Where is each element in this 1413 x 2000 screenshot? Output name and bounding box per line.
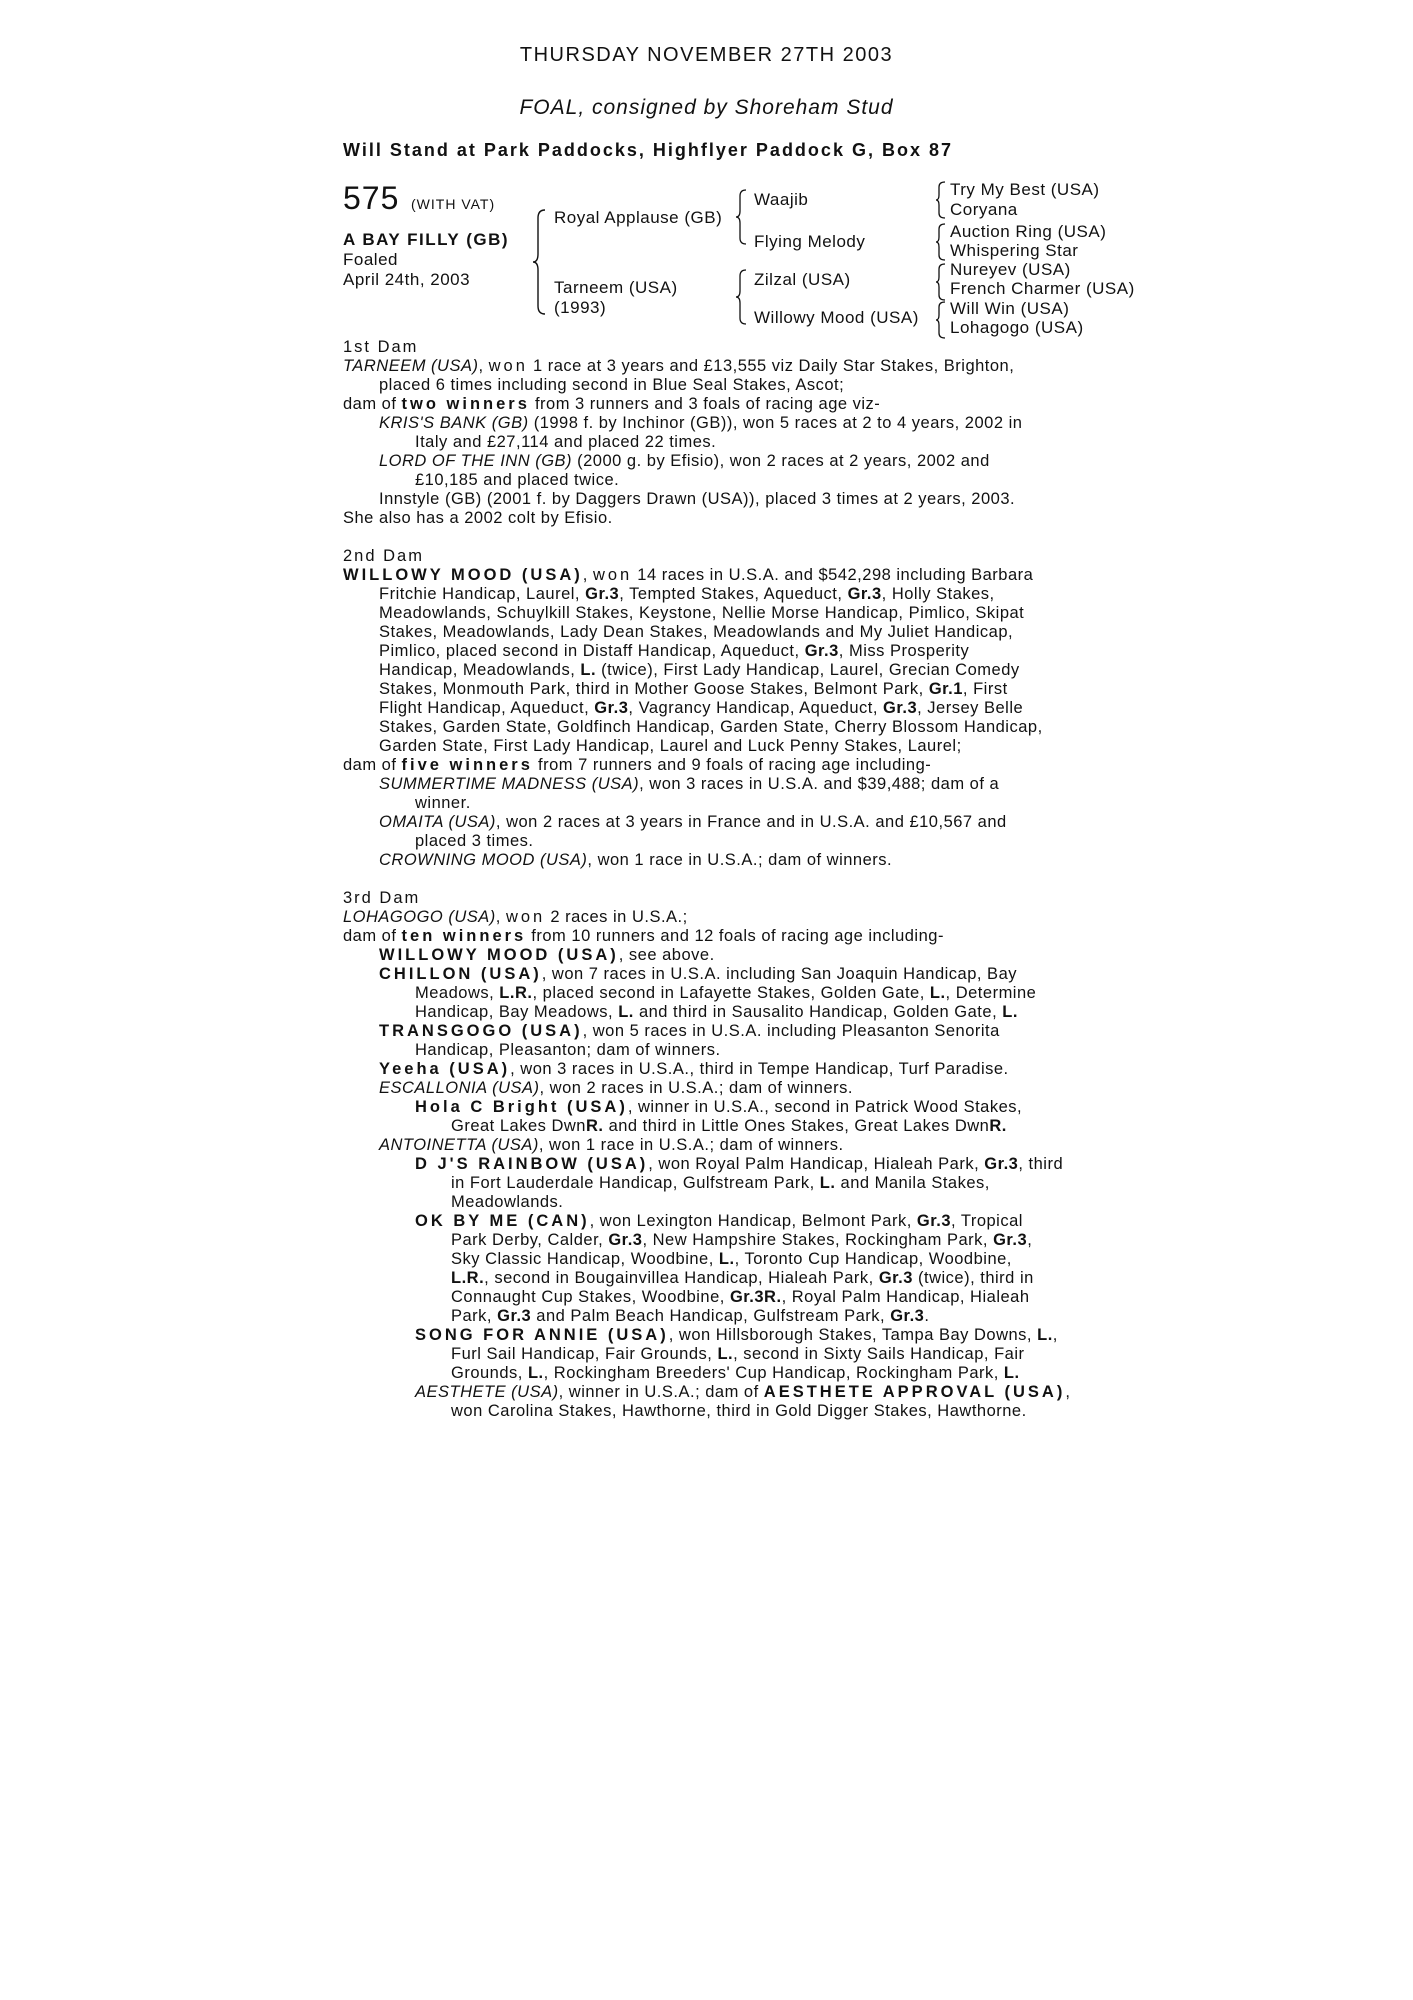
third-dam-line: Meadows, L.R., placed second in Lafayette Stakes, Golden Gate, L., Determine [415,984,1037,1002]
first-dam-line: Innstyle (GB) (2001 f. by Daggers Drawn (USA)), placed 3 times at 2 years, 2003. [379,490,1016,508]
second-dam-line: WILLOWY MOOD (USA), won 14 races in U.S.A. and $542,298 including Barbara [343,566,1034,584]
third-dam-line: Handicap, Pleasanton; dam of winners. [415,1041,721,1059]
pedigree-ggp-4: Whispering Star [950,241,1079,260]
third-dam-line: won Carolina Stakes, Hawthorne, third in Gold Digger Stakes, Hawthorne. [451,1402,1027,1420]
lot-number: 575 [343,180,400,216]
second-dam-line: placed 3 times. [415,832,534,850]
pedigree-brace-dam [735,268,749,326]
third-dam-line: dam of ten winners from 10 runners and 12 foals of racing age including- [343,927,944,945]
catalogue-body [343,338,1083,1421]
second-dam-line: CROWNING MOOD (USA), won 1 race in U.S.A.; dam of winners. [379,851,893,869]
second-dam-line: Handicap, Meadowlands, L. (twice), First Lady Handicap, Laurel, Grecian Comedy [379,661,1020,679]
pedigree-sire-dam: Flying Melody [754,232,866,251]
third-dam-line: Great Lakes DwnR. and third in Little Ones Stakes, Great Lakes DwnR. [451,1117,1007,1135]
third-dam-line: ESCALLONIA (USA), won 2 races in U.S.A.; dam of winners. [379,1079,853,1097]
third-dam-line: in Fort Lauderdale Handicap, Gulfstream Park, L. and Manila Stakes, [451,1174,990,1192]
first-dam-line: She also has a 2002 colt by Efisio. [343,509,613,527]
third-dam-line: Connaught Cup Stakes, Woodbine, Gr.3R., Royal Palm Handicap, Hialeah [451,1288,1030,1306]
second-dam-line: dam of five winners from 7 runners and 9 foals of racing age including- [343,756,932,774]
pedigree-brace-main [532,208,548,316]
first-dam-line: £10,185 and placed twice. [415,471,620,489]
second-dam-line: Meadowlands, Schuylkill Stakes, Keystone, Nellie Morse Handicap, Pimlico, Skipat [379,604,1025,622]
third-dam-line: SONG FOR ANNIE (USA), won Hillsborough Stakes, Tampa Bay Downs, L., [415,1326,1058,1344]
second-dam-line: Stakes, Monmouth Park, third in Mother Goose Stakes, Belmont Park, Gr.1, First [379,680,1008,698]
pedigree-sire: Royal Applause (GB) [554,208,723,227]
first-dam-line: placed 6 times including second in Blue Seal Stakes, Ascot; [379,376,845,394]
third-dam-line: CHILLON (USA), won 7 races in U.S.A. including San Joaquin Handicap, Bay [379,965,1017,983]
pedigree-brace-ggp-2 [935,222,947,262]
pedigree-ggp-7: Will Win (USA) [950,299,1070,318]
second-dam-line: Stakes, Meadowlands, Lady Dean Stakes, Meadowlands and My Juliet Handicap, [379,623,1014,641]
first-dam-line: KRIS'S BANK (GB) (1998 f. by Inchinor (GB)), won 5 races at 2 to 4 years, 2002 in [379,414,1023,432]
second-dam-line: Stakes, Garden State, Goldfinch Handicap, Garden State, Cherry Blossom Handicap, [379,718,1043,736]
pedigree-ggp-3: Auction Ring (USA) [950,222,1107,241]
pedigree-ggp-2: Coryana [950,200,1018,219]
first-dam-line: dam of two winners from 3 runners and 3 foals of racing age viz- [343,395,881,413]
pedigree-sire-sire: Waajib [754,190,809,209]
first-dam-line: Italy and £27,114 and placed 22 times. [415,433,717,451]
sale-date: THURSDAY NOVEMBER 27TH 2003 [519,44,894,66]
third-dam-line: WILLOWY MOOD (USA), see above. [379,946,715,964]
pedigree-dam-sire: Zilzal (USA) [754,270,851,289]
pedigree-ggp-6: French Charmer (USA) [950,279,1135,298]
first-dam-line: LORD OF THE INN (GB) (2000 g. by Efisio), won 2 races at 2 years, 2002 and [379,452,990,470]
third-dam-line: Meadowlands. [451,1193,564,1211]
third-dam-line: AESTHETE (USA), winner in U.S.A.; dam of AESTHETE APPROVAL (USA), [415,1383,1071,1401]
third-dam-line: L.R., second in Bougainvillea Handicap, Hialeah Park, Gr.3 (twice), third in [451,1269,1034,1287]
first-dam-line: TARNEEM (USA), won 1 race at 3 years and £13,555 viz Daily Star Stakes, Brighton, [343,357,1015,375]
consignment-line: FOAL, consigned by Shoreham Stud [519,96,894,119]
third-dam-line: TRANSGOGO (USA), won 5 races in U.S.A. including Pleasanton Senorita [379,1022,1000,1040]
second-dam-line: Pimlico, placed second in Distaff Handicap, Aqueduct, Gr.3, Miss Prosperity [379,642,970,660]
third-dam-heading: 3rd Dam [343,889,421,907]
second-dam-heading: 2nd Dam [343,547,424,565]
pedigree-brace-ggp-3 [935,262,947,302]
foaled-date: April 24th, 2003 [343,270,471,289]
second-dam-line: OMAITA (USA), won 2 races at 3 years in France and in U.S.A. and £10,567 and [379,813,1007,831]
second-dam-line: SUMMERTIME MADNESS (USA), won 3 races in U.S.A. and $39,488; dam of a [379,775,1000,793]
pedigree-dam: Tarneem (USA) [554,278,678,297]
third-dam-line: Furl Sail Handicap, Fair Grounds, L., second in Sixty Sails Handicap, Fair [451,1345,1025,1363]
third-dam-line: Sky Classic Handicap, Woodbine, L., Toronto Cup Handicap, Woodbine, [451,1250,1012,1268]
third-dam-line: Park Derby, Calder, Gr.3, New Hampshire Stakes, Rockingham Park, Gr.3, [451,1231,1033,1249]
second-dam-line: Garden State, First Lady Handicap, Laurel and Luck Penny Stakes, Laurel; [379,737,962,755]
vat-note: (WITH VAT) [411,196,496,212]
third-dam-line: Yeeha (USA), won 3 races in U.S.A., third in Tempe Handicap, Turf Paradise. [379,1060,1009,1078]
foaled-label: Foaled [343,250,398,269]
third-dam-line: LOHAGOGO (USA), won 2 races in U.S.A.; [343,908,688,926]
third-dam-line: Grounds, L., Rockingham Breeders' Cup Handicap, Rockingham Park, L. [451,1364,1020,1382]
third-dam-line: Park, Gr.3 and Palm Beach Handicap, Gulfstream Park, Gr.3. [451,1307,930,1325]
second-dam-line: Fritchie Handicap, Laurel, Gr.3, Tempted Stakes, Aqueduct, Gr.3, Holly Stakes, [379,585,995,603]
third-dam-line: Hola C Bright (USA), winner in U.S.A., second in Patrick Wood Stakes, [415,1098,1023,1116]
pedigree-brace-ggp-4 [935,300,947,340]
pedigree-ggp-5: Nureyev (USA) [950,260,1071,279]
first-dam-heading: 1st Dam [343,338,419,356]
stand-location: Will Stand at Park Paddocks, Highflyer Paddock G, Box 87 [343,140,953,160]
third-dam-line: ANTOINETTA (USA), won 1 race in U.S.A.; dam of winners. [379,1136,844,1154]
pedigree-brace-sire [735,188,749,246]
second-dam-line: winner. [415,794,471,812]
second-dam-line: Flight Handicap, Aqueduct, Gr.3, Vagrancy Handicap, Aqueduct, Gr.3, Jersey Belle [379,699,1024,717]
pedigree-ggp-8: Lohagogo (USA) [950,318,1084,337]
pedigree-dam-dam: Willowy Mood (USA) [754,308,919,327]
third-dam-line: D J'S RAINBOW (USA), won Royal Palm Handicap, Hialeah Park, Gr.3, third [415,1155,1064,1173]
third-dam-line: Handicap, Bay Meadows, L. and third in Sausalito Handicap, Golden Gate, L. [415,1003,1018,1021]
pedigree-dam-year: (1993) [554,298,607,317]
lot-description: A BAY FILLY (GB) [343,230,510,249]
pedigree-brace-ggp-1 [935,180,947,220]
pedigree-ggp-1: Try My Best (USA) [950,180,1100,199]
third-dam-line: OK BY ME (CAN), won Lexington Handicap, Belmont Park, Gr.3, Tropical [415,1212,1023,1230]
